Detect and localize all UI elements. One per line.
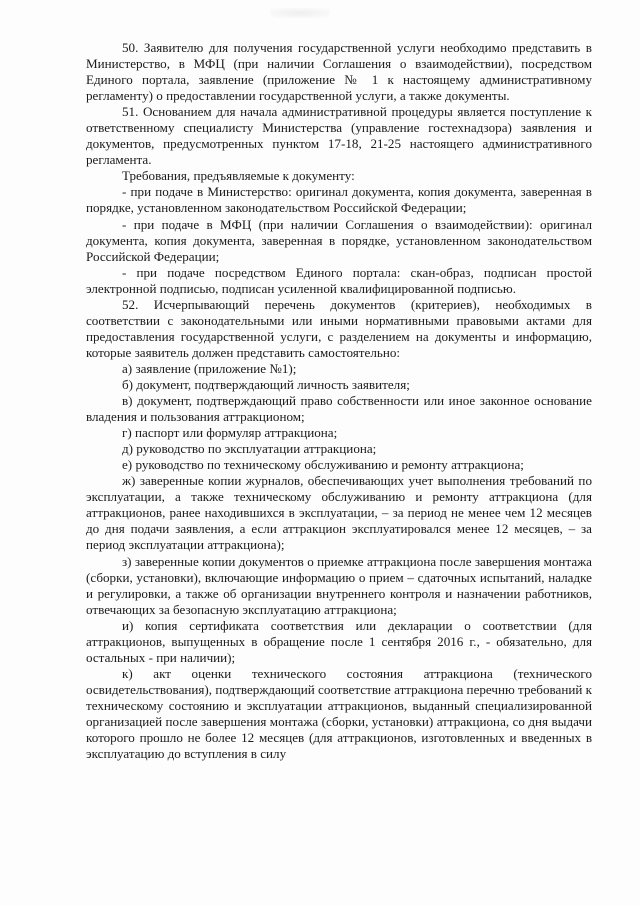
paragraph-51: 51. Основанием для начала административной процедуры является поступление к ответственному специалисту Министерства (управление гостехнадзора) заявления и документов, предусмотренных пунктом 17-18, 21-25 настоящего административного регламента. [86, 104, 592, 168]
list-item-z: з) заверенные копии документов о приемке аттракциона после завершения монтажа (сборки, установки), включающие информацию о прием – сдаточных испытаний, наладке и регулировки, а также об организации внутреннего контроля и назначении работников, отвечающих за безопасную эксплуатацию аттракциона; [86, 553, 592, 617]
requirement-ministry: - при подаче в Министерство: оригинал документа, копия документа, заверенная в порядке, установленном законодательством Российской Федерации; [86, 184, 592, 216]
list-item-b: б) документ, подтверждающий личность заявителя; [122, 376, 410, 392]
list-item-v: в) документ, подтверждающий право собственности или иное законное основание владения и пользования аттракционом; [86, 393, 592, 425]
list-item-i: и) копия сертификата соответствия или декларации о соответствии (для аттракционов, выпущенных в обращение после 1 сентября 2016 г., - обязательно, для остальных - при наличии); [86, 617, 592, 665]
paragraph-52: 52. Исчерпывающий перечень документов (критериев), необходимых в соответствии с законодательными или иными нормативными правовыми актами для предоставления государственной услуги, с разделением на документы и информацию, которые заявитель должен представить самостоятельно: [86, 296, 592, 360]
list-item-zh: ж) заверенные копии журналов, обеспечивающих учет выполнения требований по эксплуатации, а также техническому обслуживанию и ремонту аттракциона (для аттракционов, ранее находившихся в эксплуатации, – за период не менее чем 12 месяцев до дня подачи заявления, а если аттракцион эксплуатировался менее 12 месяцев, – за период эксплуатации аттракциона); [86, 473, 592, 553]
list-item-e: е) руководство по техническому обслуживанию и ремонту аттракциона; [122, 457, 524, 473]
list-item-g: г) паспорт или формуляр аттракциона; [122, 425, 338, 441]
requirement-mfc: - при подаче в МФЦ (при наличии Соглашения о взаимодействии): оригинал документа, копия документа, заверенная в порядке, установленном законодательством Российской Федерации; [86, 216, 592, 264]
document-body [86, 40, 592, 762]
list-item-d: д) руководство по эксплуатации аттракциона; [122, 441, 377, 457]
requirement-portal: - при подаче посредством Единого портала: скан-образ, подписан простой электронной подписью, подписан усиленной квалифицированной подписью. [86, 264, 592, 296]
paragraph-50: 50. Заявителю для получения государственной услуги необходимо представить в Министерство, в МФЦ (при наличии Соглашения о взаимодействии), посредством Единого портала, заявление (приложение № 1 к настоящему административному регламенту) о предоставлении государственной услуги, а также документы. [86, 40, 592, 104]
scan-smudge [270, 8, 330, 18]
list-item-a: а) заявление (приложение №1); [122, 360, 297, 376]
requirements-title: Требования, предъявляемые к документу: [122, 168, 355, 184]
list-item-k: к) акт оценки технического состояния аттракциона (технического освидетельствования), подтверждающий соответствие аттракциона перечню требований к техническому состоянию и эксплуатации аттракционов, выданный специализированной организацией после завершения монтажа (сборки, установки) аттракциона, со дня выдачи которого прошло не более 12 месяцев (для аттракционов, изготовленных и введенных в эксплуатацию до вступления в силу [86, 665, 592, 762]
